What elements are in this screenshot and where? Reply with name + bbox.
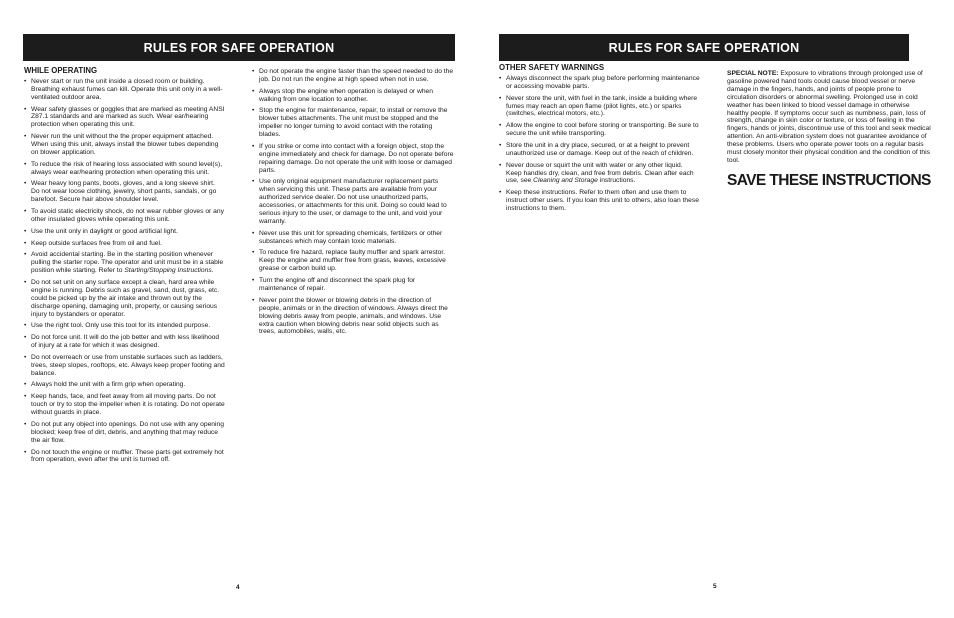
list-item: • Use the right tool. Only use this tool for its intended purpose. [24,322,225,330]
right-column-1 [499,64,700,217]
list-item: • If you strike or come into contact with a foreign object, stop the engine immediately and check for damage. Do not operate before repairing damage. Do not operate the unit with loose or damaged parts. [252,143,454,175]
list-item: • Use only original equipment manufacturer replacement parts when servicing this unit. These parts are available from your authorized service dealer. Do not use unauthorized parts, accessories, or attachments for this unit. Doing so could lead to serious injury to the user, or damage to the unit, and void your warranty. [252,178,454,225]
list-item: • Avoid accidental starting. Be in the starting position whenever pulling the starter rope. The operator and unit must be in a stable position while starting. Refer to Starting/Stopping Instructions. [24,251,225,275]
list-item: • Do not overreach or use from unstable surfaces such as ladders, trees, steep slopes, rooftops, etc. Always keep proper footing and balance. [24,354,225,378]
list-item: • Keep these instructions. Refer to them often and use them to instruct other users. If you loan this unit to others, also loan these instructions to them. [499,189,700,213]
list-item: • To avoid static electricity shock, do not wear rubber gloves or any other insulated gloves while operating this unit. [24,208,225,224]
list-item: • Never use this unit for spreading chemicals, fertilizers or other substances which may contain toxic materials. [252,230,454,246]
list-item: • Never store the unit, with fuel in the tank, inside a building where fumes may reach an open flame (pilot lights, etc.) or sparks (switches, electrical motors, etc.). [499,95,700,119]
list-item: • Turn the engine off and disconnect the spark plug for maintenance of repair. [252,277,454,293]
while-operating-heading: WHILE OPERATING [24,66,98,75]
right-column-2 [727,70,932,189]
special-note-label: SPECIAL NOTE: [727,70,779,77]
list-item: • Always hold the unit with a firm grip when operating. [24,381,225,389]
other-safety-warnings-list [499,75,700,213]
while-operating-list [24,78,225,464]
special-note-text: Exposure to vibrations through prolonged use of gasoline powered hand tools could cause blood vessel or nerve damage in the fingers, hands, and joints of people prone to circulation disorders or abnormal swelling. Prolonged use in cold weather has been linked to blood vessel damage in otherwise healthy people. If symptoms occur such as numbness, pain, loss of strength, change in skin color or texture, or loss of feeling in the fingers, hands or joints, discontinue use of this tool and seek medical attention. An anti-vibration system does not guarantee avoidance of these problems. Users who operate power tools on a regular basis must closely monitor their physical condition and the condition of this tool. [727,70,931,164]
list-item: • Never start or run the unit inside a closed room or building. Breathing exhaust fumes can kill. Operate this unit only in a well-ventilated outdoor area. [24,78,225,102]
list-item: • Wear safety glasses or goggles that are marked as meeting ANSI Z87.1 standards and are marked as such. Wear ear/hearing protection when operating this unit. [24,106,225,130]
list-item: • Keep outside surfaces free from oil and fuel. [24,240,225,248]
list-item: • Wear heavy long pants, boots, gloves, and a long sleeve shirt. Do not wear loose clothing, jewelry, short pants, sandals, or go barefoot. Secure hair above shoulder level. [24,180,225,204]
left-column-1 [24,67,225,468]
list-item: • Always stop the engine when operation is delayed or when walking from one location to another. [252,88,454,104]
list-item: • Stop the engine for maintenance, repair, to install or remove the blower tubes attachments. The unit must be stopped and the impeller no longer turning to avoid contact with the rotating blades. [252,107,454,139]
list-item: • To reduce the risk of hearing loss associated with sound level(s), always wear ear/hearing protection when operating this unit. [24,161,225,177]
list-item: • Never point the blower or blowing debris in the direction of people, animals or in the direction of windows. Always direct the blowing debris away from people, animals, and windows. Use extra caution when blowing debris near solid objects such as trees, automobiles, walls, etc. [252,297,454,337]
other-safety-warnings-heading: OTHER SAFETY WARNINGS [499,63,605,72]
list-item: • Keep hands, face, and feet away from all moving parts. Do not touch or try to stop the impeller when it is rotating. Do not operate without guards in place. [24,393,225,417]
list-item: • Always disconnect the spark plug before performing maintenance or accessing movable parts. [499,75,700,91]
list-item: • Allow the engine to cool before storing or transporting. Be sure to secure the unit while transporting. [499,122,700,138]
while-operating-list-continued [252,68,454,336]
list-item: • Never douse or squirt the unit with water or any other liquid. Keep handles dry, clean, and free from debris. Clean after each use, see Cleaning and Storage instructions. [499,162,700,186]
list-item: • Do not put any object into openings. Do not use with any opening blocked; keep free of dirt, debris, and anything that may reduce the air flow. [24,421,225,445]
page-number: 4 [236,584,240,591]
left-column-2 [252,68,454,340]
list-item: • Do not set unit on any surface except a clean, hard area while engine is running. Debris such as gravel, sand, dust, grass, etc. could be picked up by the air intake and thrown out by the discharge opening, damaging unit, property, or causing serious injury to bystanders or operator. [24,279,225,319]
list-item: • To reduce fire hazard, replace faulty muffler and spark arrestor. Keep the engine and muffler free from grass, leaves, excessive grease or carbon build up. [252,249,454,273]
list-item: • Do not touch the engine or muffler. These parts get extremely hot from operation, even after the unit is turned off. [24,449,225,465]
list-item: • Do not force unit. It will do the job better and with less likelihood of injury at a rate for which it was designed. [24,334,225,350]
list-item: • Never run the unit without the the proper equipment attached. When using this unit, always install the blower tubes depending on blower application. [24,133,225,157]
save-instructions-title: SAVE THESE INSTRUCTIONS [727,171,931,189]
page-number: 5 [713,583,717,590]
left-page-banner: RULES FOR SAFE OPERATION [23,34,455,61]
list-item: • Store the unit in a dry place, secured, or at a height to prevent unauthorized use or damage. Keep out of the reach of children. [499,142,700,158]
right-page [477,0,954,618]
list-item: • Do not operate the engine faster than the speed needed to do the job. Do not run the engine at high speed when not in use. [252,68,454,84]
special-note [727,70,932,165]
right-page-banner: RULES FOR SAFE OPERATION [499,34,909,61]
list-item: • Use the unit only in daylight or good artificial light. [24,228,225,236]
